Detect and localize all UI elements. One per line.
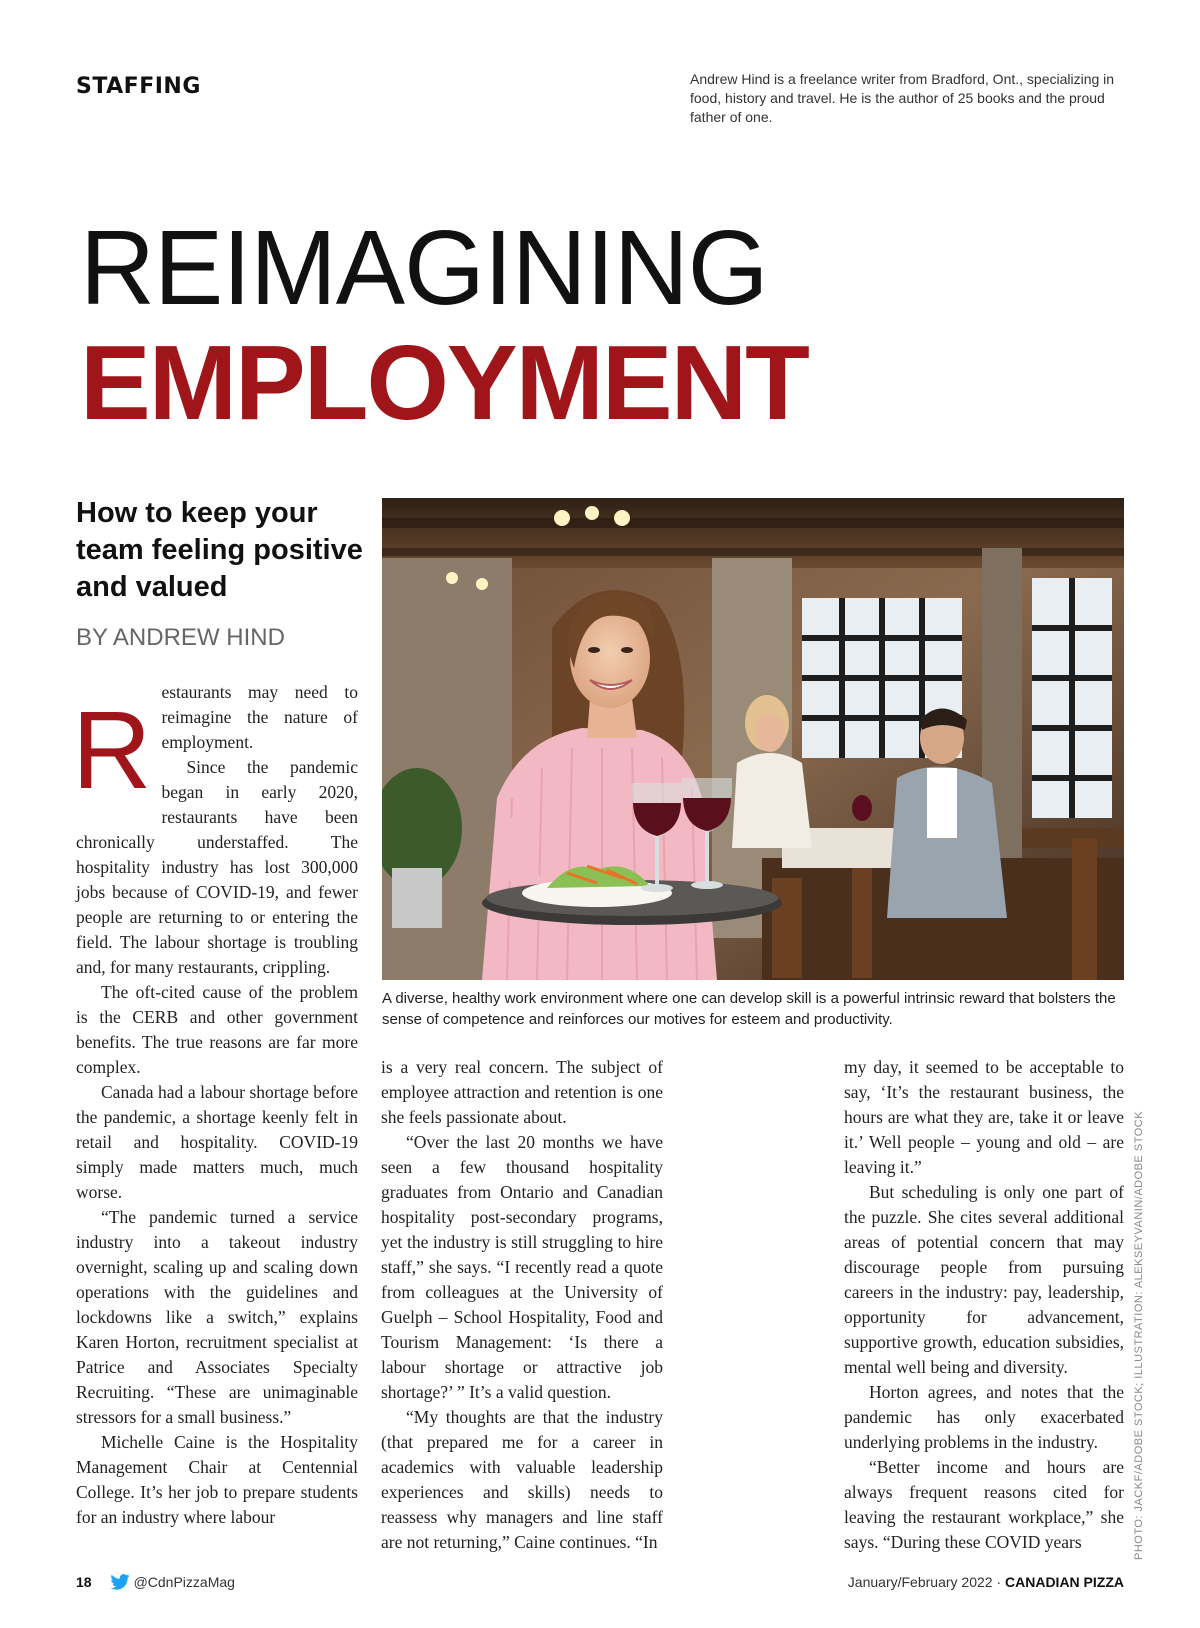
twitter-bird-icon (110, 1574, 130, 1590)
paragraph: The oft-cited cause of the problem is the CERB and other government benefits. The true reasons are far more complex. (76, 982, 358, 1077)
paragraph: “Over the last 20 months we have seen a few thousand hospitality graduates from Ontario and Canadian hospitality post-secondary programs, yet the industry is still struggling to hire staff,” she says. “I recently read a quote from colleagues at the University of Guelph – School Hospitality, Food and Tourism Management: ‘Is there a labour shortage or attractive job shortage?’ ” It’s a valid question. (381, 1132, 663, 1402)
article-column-2 (381, 1055, 663, 1555)
photo-credit: PHOTO: JACKF/ADOBE STOCK; ILLUSTRATION: ALEKSEYVANIN/ADOBE STOCK (1133, 1110, 1145, 1560)
paragraph: Canada had a labour shortage before the pandemic, a shortage keenly felt in retail and hospitality. COVID-19 simply made matters much, much worse. (76, 1082, 358, 1202)
author-bio: Andrew Hind is a freelance writer from Bradford, Ont., specializing in food, history and travel. He is the author of 25 books and the proud father of one. (690, 71, 1115, 125)
paragraph: Horton agrees, and notes that the pandemic has only exacerbated underlying problems in the industry. (844, 1382, 1124, 1452)
paragraph: “My thoughts are that the industry (that prepared me for a career in academics with valuable leadership experiences and skills) needs to reassess why managers and line staff are not returning,” Caine continues. “In (381, 1407, 663, 1552)
paragraph: is a very real concern. The subject of employee attraction and retention is one she feels passionate about. (381, 1057, 663, 1127)
headline-line-1: REIMAGINING (80, 209, 768, 327)
paragraph: Since the pandemic began in early 2020, restaurants have been chronically understaffed. The hospitality industry has lost 300,000 jobs because of COVID-19, and fewer people are returning to or entering the field. The labour shortage is troubling and, for many restaurants, crippling. (76, 757, 358, 977)
deck-subtitle: How to keep your team feeling positive and valued (76, 497, 363, 603)
magazine-name: CANADIAN PIZZA (1005, 1574, 1124, 1590)
page-number: 18 (76, 1574, 92, 1590)
drop-cap: R (72, 689, 152, 812)
paragraph: “Better income and hours are always frequent reasons cited for leaving the restaurant workplace,” she says. “During these COVID years (844, 1457, 1124, 1552)
waitress-photo-illustration (382, 498, 1124, 980)
paragraph: my day, it seemed to be acceptable to say, ‘It’s the restaurant business, the hours are what they are, take it or leave it.’ Well people – young and old – are leaving it.” (844, 1057, 1124, 1177)
byline: BY ANDREW HIND (76, 624, 285, 651)
article-column-3 (844, 1055, 1124, 1555)
twitter-handle: @CdnPizzaMag (133, 1574, 235, 1590)
headline-line-2: EMPLOYMENT (80, 324, 808, 442)
article-column-1 (72, 680, 358, 1530)
photo-caption: A diverse, healthy work environment where one can develop skill is a powerful intrinsic reward that bolsters the sense of competence and reinforces our motives for esteem and productivity. (382, 990, 1116, 1028)
footer-right (848, 1574, 1124, 1590)
section-label: STAFFING (76, 74, 201, 99)
paragraph: “The pandemic turned a service industry into a takeout industry overnight, scaling up and scaling down operations with the guidelines and lockdowns like a switch,” explains Karen Horton, recruitment specialist at Patrice and Associates Specialty Recruiting. “These are unimaginable stressors for a small business.” (76, 1207, 358, 1427)
restaurant-photo (382, 498, 1124, 980)
paragraph: estaurants may need to reimagine the nature of employment. (161, 682, 358, 752)
paragraph: Michelle Caine is the Hospitality Management Chair at Centennial College. It’s her job to prepare students for an industry where labour (76, 1432, 358, 1527)
twitter-handle-group[interactable] (110, 1574, 235, 1590)
footer-left (76, 1574, 235, 1590)
paragraph: But scheduling is only one part of the puzzle. She cites several additional areas of potential concern that may discourage people from pursuing careers in the industry: pay, leadership, opportunity for advancement, supportive growth, education subsidies, mental well being and diversity. (844, 1182, 1124, 1377)
issue-date: January/February 2022 · (847, 1574, 1002, 1590)
